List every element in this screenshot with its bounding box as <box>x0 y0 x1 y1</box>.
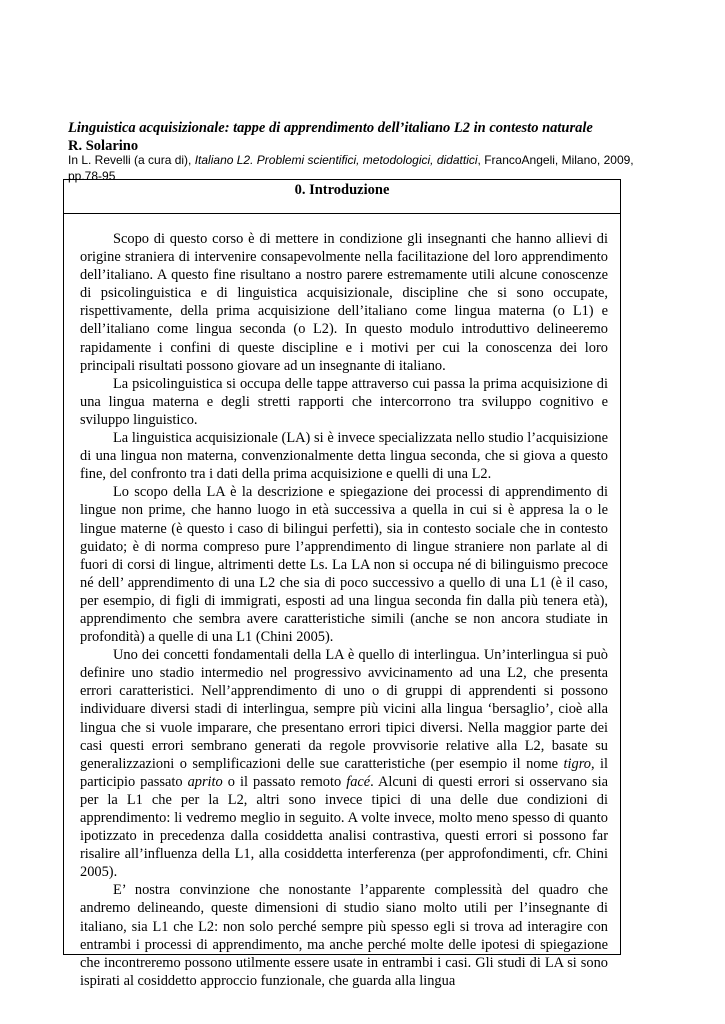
text-run: Scopo di questo corso è di mettere in condizione gli insegnanti che hanno allievi di origine straniera di intervenire consapevolmente nella facilitazione del loro apprendimento dell’italiano. A questo fine risultano a nostro parere estremamente utili alcune conoscenze di psicolinguistica e di linguistica acquisizionale, discipline che si sono occupate, rispettivamente, della prima acquisizione dell’italiano come lingua materna (o L1) e dell’italiano come lingua seconda (o L2). In questo modulo introduttivo delineeremo rapidamente i confini di queste discipline e i motivi per cui la conoscenza dei loro principali risultati possono giovare ad un insegnante di italiano. <box>80 231 608 374</box>
document-title: Linguistica acquisizionale: tappe di apprendimento dell’italiano L2 in contesto naturale <box>68 120 593 136</box>
text-run: Uno dei concetti fondamentali della LA è quello di interlingua. Un’interlingua si può definire uno stadio intermedio nel progressivo avvicinamento ad una L2, che presenta errori caratteristici. Nell’apprendimento di uno o di gruppi di apprendenti si possono individuare diversi stadi di interlingua, sempre più vicini alla lingua ‘bersaglio’, cioè alla lingua che si vuole imparare, che presentano errori tipici diversi. Nella maggior parte dei casi questi errori sembrano generati da regole provvisorie relative alla L2, basate su generalizzazioni o semplificazioni delle sue caratteristiche (per esempio il nome <box>80 647 608 772</box>
paragraph <box>80 483 608 646</box>
content-frame <box>63 179 621 989</box>
italic-term: tigro <box>563 755 591 772</box>
section-heading: 0. Introduzione <box>64 180 620 214</box>
text-run: La linguistica acquisizionale (LA) si è invece specializzata nello studio l’acquisizione di una lingua non materna, convenzionalmente detta lingua seconda, che si giova a questo fine, del confronto tra i dati della prima acquisizione e quelli di una L2. <box>80 430 608 483</box>
text-run: . Alcuni di questi errori si osservano sia per la L1 che per la L2, altri sono invece tipici di una delle due condizioni di apprendimento: li vedremo meglio in seguito. A volte invece, molto meno spesso di quanto ipotizzato in precedenza dalla cosiddetta analisi contrastiva, questi errori si possono far risalire all’influenza della L1, alla cosiddetta interferenza (per approfondimenti, cfr. Chini 2005). <box>80 773 608 881</box>
source-book-title: Italiano L2. Problemi scientifici, metodologici, didattici <box>194 153 478 167</box>
text-run: Lo scopo della LA è la descrizione e spiegazione dei processi di apprendimento di lingue non prime, che hanno luogo in età successiva a quella in cui si è appresa la o le lingue materne (è questo i caso di bilingui perfetti), sia in contesto sociale che in contesto guidato; è di norma compreso pure l’apprendimento di lingue straniere non parlate al di fuori di corsi di lingue, altrimenti dette Ls. La LA non si occupa né di bilinguismo precoce né dell’ apprendimento di una L2 che sia di poco successivo a quello di una L1 (è il caso, per esempio, di figli di immigrati, esposti ad una lingua seconda fin dalla più tenera età), apprendimento che sembra avere caratteristiche simili (anche se non ancora studiate in profondità) a quelle di una L1 (Chini 2005). <box>80 484 608 646</box>
paragraph <box>80 881 608 990</box>
paragraph <box>80 429 608 483</box>
paragraph <box>80 230 608 375</box>
paragraph <box>80 646 608 881</box>
body-text <box>64 214 620 990</box>
source-prefix: In L. Revelli (a cura di), <box>68 153 195 167</box>
text-run: E’ nostra convinzione che nonostante l’apparente complessità del quadro che andremo delineando, queste dimensioni di studio siano molto utili per l’insegnante di italiano, sia L1 che L2: non solo perché sempre più spesso egli si trova ad interagire con entrambi i processi di apprendimento, ma anche perché molte delle ipotesi di spiegazione che incontreremo possono utilmente essere usate in entrambi i casi. Gli studi di LA si sono ispirati al cosiddetto approccio funzionale, che guarda alla lingua <box>80 882 608 989</box>
source-suffix: , FrancoAngeli, Milano, 2009, pp.78-95 <box>68 153 634 183</box>
document-author: R. Solarino <box>68 138 139 154</box>
text-run: La psicolinguistica si occupa delle tappe attraverso cui passa la prima acquisizione di una lingua materna e degli stretti rapporti che intercorrono tra sviluppo cognitivo e sviluppo linguistico. <box>80 375 608 428</box>
text-run: o il passato remoto <box>222 773 347 790</box>
italic-term: aprito <box>187 773 223 790</box>
italic-term: facé <box>346 773 371 790</box>
text-run: , il participio passato <box>80 755 608 790</box>
paragraph <box>80 375 608 429</box>
